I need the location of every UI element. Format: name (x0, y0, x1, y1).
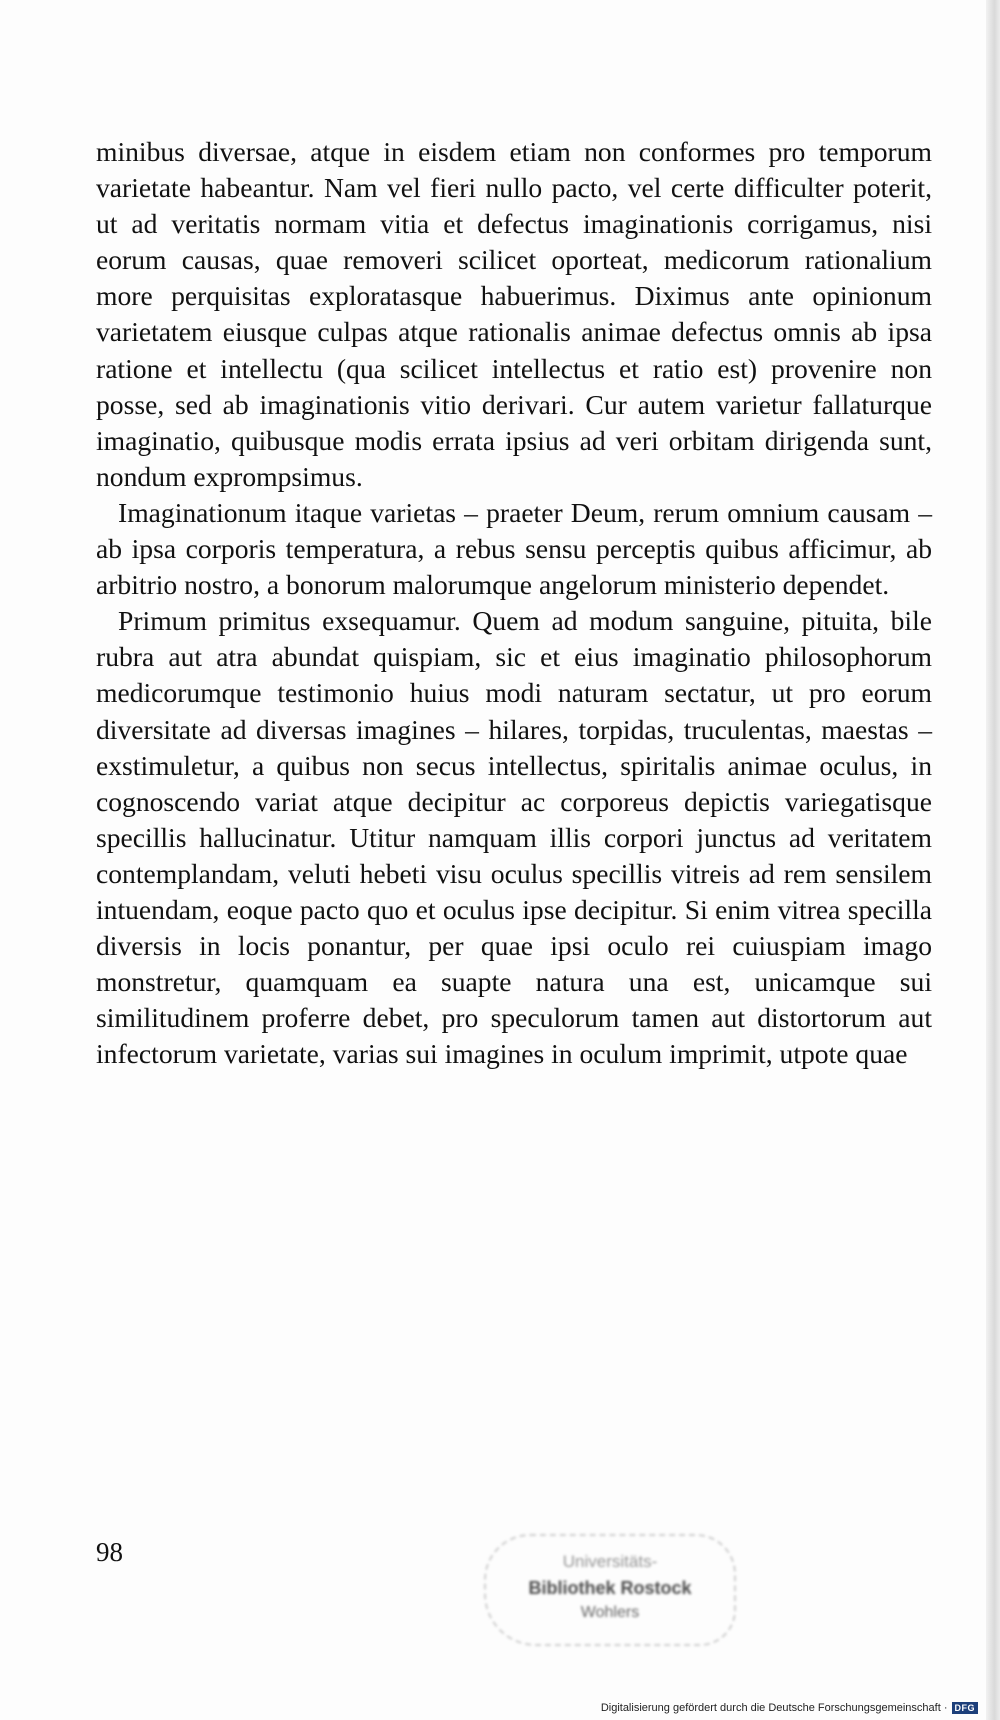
stamp-line-2: Bibliothek Rostock (528, 1578, 692, 1598)
stamp-line-1: Universitäts- (562, 1552, 658, 1571)
body-text (96, 134, 932, 1072)
paragraph-3: Primum primitus exsequamur. Quem ad modum sanguine, pituita, bile rubra aut atra abundat quispiam, sic et eius imaginatio philosophorum medicorumque testimonio huius modi naturam sectatur, ut pro eorum diversitate ad diversas imagines – hilares, torpidas, truculentas, maestas – exstimuletur, a quibus non secus intellectus, spiritalis animae oculus, in cognoscendo variat atque decipitur ac corporeus depictis variegatisque specillis hallucinatur. Utitur namquam illis corpori junctus ad veritatem contemplandam, veluti hebeti visu oculus specillis vitreis ad rem sensilem intuendam, eoque pacto quo et oculus ipse decipitur. Si enim vitrea specilla diversis in locis ponantur, per quae ipsi oculo rei cuiuspiam imago monstretur, quamquam ea suapte natura una est, unicamque sui similitudinem proferre debet, pro speculorum tamen aut distortorum aut infectorum varietate, varias sui imagines in oculum imprimit, utpote quae (96, 605, 932, 1070)
library-stamp (484, 1534, 736, 1646)
page-number: 98 (96, 1537, 123, 1567)
page-edge (986, 0, 1000, 1720)
paragraph-2: Imaginationum itaque varietas – praeter Deum, rerum omnium causam – ab ipsa corporis temperatura, a rebus sensu perceptis quibus afficimur, ab arbitrio nostro, a bonorum malorumque angelorum ministerio dependet. (96, 496, 932, 601)
digitization-footer (601, 1700, 978, 1716)
paragraph-1: minibus diversae, atque in eisdem etiam non conformes pro temporum varietate habeantur. Nam vel fieri nullo pacto, vel certe difficulter poterit, ut ad veritatis normam vitia et defectus imaginationis corrigamus, nisi eorum causas, quae removeri scilicet oporteat, medicorum rationalium more perquisitas exploratasque habuerimus. Diximus ante opinionum varietatem eiusque culpas atque rationalis animae defectus omnis ab ipsa ratione et intellectu (qua scilicet intellectus et ratio est) provenire non posse, sed ab imaginationis vitio derivari. Cur autem varietur fallaturque imaginatio, quibusque modis errata ipsius ad veri orbitam dirigenda sunt, nondum exprompsimus. (96, 136, 932, 492)
dfg-logo-icon: DFG (952, 1702, 979, 1714)
footer-text: Digitalisierung gefördert durch die Deutsche Forschungsgemeinschaft · (600, 1702, 948, 1714)
stamp-line-3: Wohlers (580, 1604, 640, 1621)
